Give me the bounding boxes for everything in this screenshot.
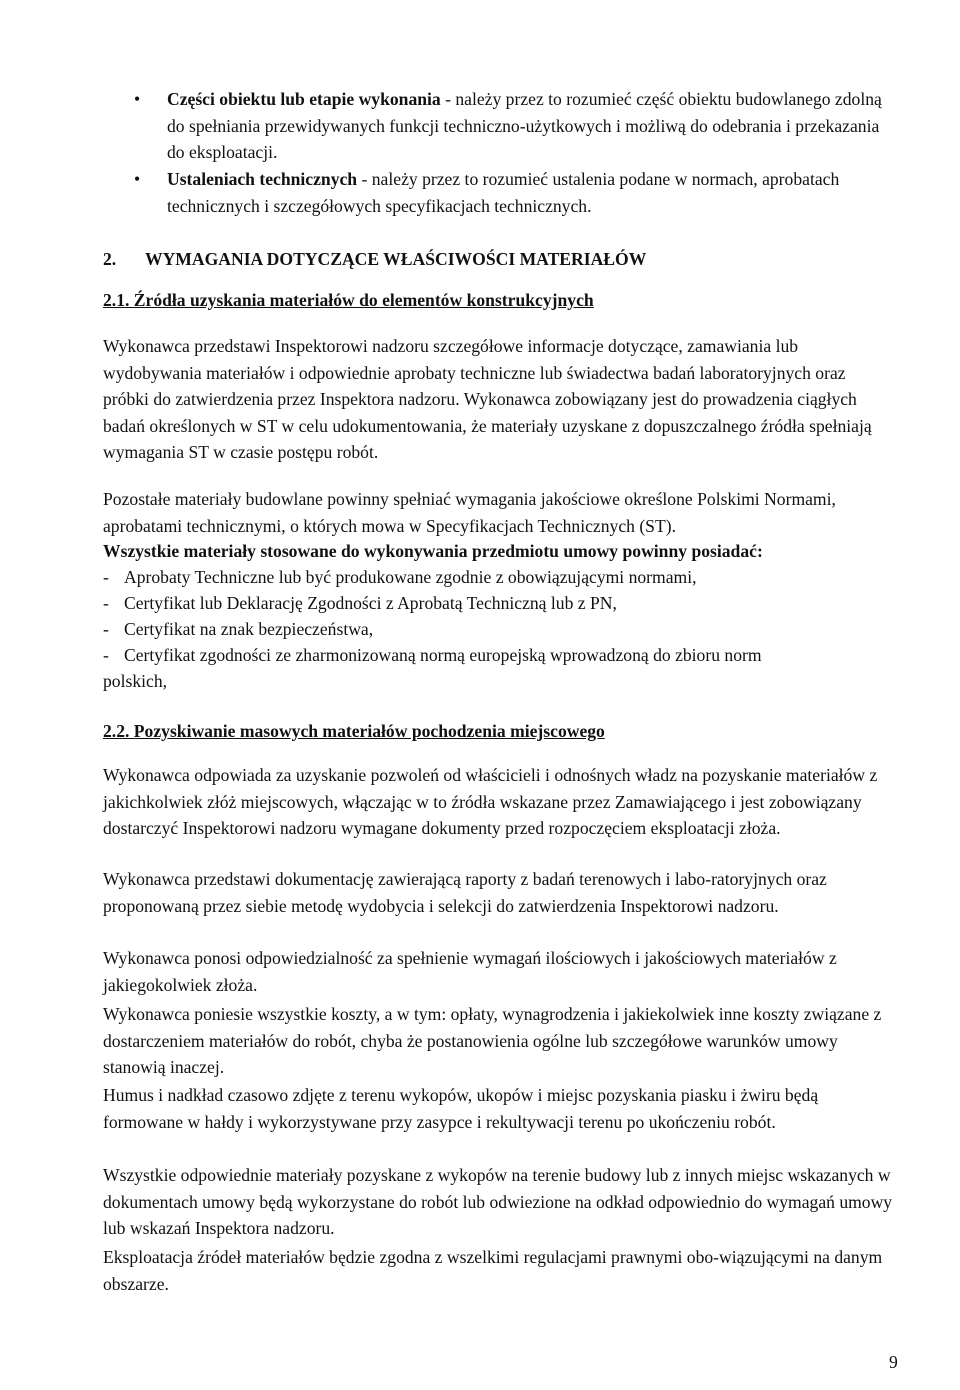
paragraph: Wykonawca przedstawi Inspektorowi nadzoru szczegółowe informacje dotyczące, zamawiania lub wydobywania materiałów i odpowiednie aprobaty techniczne lub świadectwa badań laboratoryjnych oraz próbki do zatwierdzenia przez Inspektora nadzoru. Wykonawca zobowiązany jest do prowadzenia ciągłych badań określonych w ST w celu udokumentowania, że materiały uzyskane z dopuszczalnego źródła spełniają wymagania ST w czasie postępu robót. bbox=[103, 336, 872, 462]
page-number: 9 bbox=[889, 1352, 898, 1372]
bullet-icon: • bbox=[134, 169, 141, 189]
bold-statement: Wszystkie materiały stosowane do wykonywania przedmiotu umowy powinny posiadać: bbox=[103, 541, 763, 561]
bullet-term: Części obiektu lub etapie wykonania bbox=[167, 89, 441, 109]
bullet-text: - należy przez to rozumieć ustalenia podane w normach, aprobatach technicznych i szczegółowych specyfikacjach technicznych. bbox=[167, 169, 840, 216]
paragraph: Wykonawca przedstawi dokumentację zawierającą raporty z badań terenowych i labo-ratoryjnych oraz proponowaną przez siebie metodę wydobycia i selekcji do zatwierdzenia Inspektorowi nadzoru. bbox=[103, 869, 827, 916]
paragraph: Wykonawca poniesie wszystkie koszty, a w tym: opłaty, wynagrodzenia i jakiekolwiek inne koszty związane z dostarczeniem materiałów do robót, chyba że postanowienia ogólne lub szczegółowe warunków umowy stanowią inaczej. bbox=[103, 1004, 882, 1077]
bullet-term: Ustaleniach technicznych bbox=[167, 169, 358, 189]
paragraph: Wykonawca ponosi odpowiedzialność za spełnienie wymagań ilościowych i jakościowych materiałów z jakiegokolwiek złoża. bbox=[103, 948, 837, 995]
paragraph: Wszystkie odpowiednie materiały pozyskane z wykopów na terenie budowy lub z innych miejsc wskazanych w dokumentach umowy będą wykorzystane do robót lub odwiezione na odkład odpowiednio do wymagań umowy lub wskazań Inspektora nadzoru. bbox=[103, 1165, 893, 1238]
subsection-heading: 2.2. Pozyskiwanie masowych materiałów pochodzenia miejscowego bbox=[103, 721, 605, 741]
bullet-item bbox=[167, 166, 883, 219]
section-number: 2. bbox=[103, 249, 117, 269]
bullet-text: - należy przez to rozumieć część obiektu budowlanego zdolną do spełniania przewidywanych funkcji techniczno-użytkowych i możliwą do odebrania i przekazania do eksploatacji. bbox=[167, 89, 882, 162]
section-heading bbox=[103, 246, 646, 273]
paragraph: Humus i nadkład czasowo zdjęte z terenu wykopów, ukopów i miejsc pozyskania piasku i żwiru będą formowane w hałdy i wykorzystywane przy zasypce i rekultywacji terenu po ukończeniu robót. bbox=[103, 1085, 819, 1132]
bullet-icon: • bbox=[134, 89, 141, 109]
list-item-continuation: polskich, bbox=[103, 671, 168, 691]
subsection-heading: 2.1. Źródła uzyskania materiałów do elementów konstrukcyjnych bbox=[103, 290, 594, 310]
list-item: - Certyfikat na znak bezpieczeństwa, bbox=[103, 619, 374, 639]
paragraph: Eksploatacja źródeł materiałów będzie zgodna z wszelkimi regulacjami prawnymi obo-wiązującymi na danym obszarze. bbox=[103, 1247, 883, 1294]
list-item: - Certyfikat zgodności ze zharmonizowaną normą europejską wprowadzoną do zbioru norm bbox=[103, 645, 762, 665]
list-item: - Certyfikat lub Deklarację Zgodności z Aprobatą Techniczną lub z PN, bbox=[103, 593, 617, 613]
section-title: WYMAGANIA DOTYCZĄCE WŁAŚCIWOŚCI MATERIAŁÓW bbox=[145, 249, 647, 269]
paragraph: Pozostałe materiały budowlane powinny spełniać wymagania jakościowe określone Polskimi Normami, aprobatami technicznymi, o których mowa w Specyfikacjach Technicznych (ST). bbox=[103, 489, 836, 536]
bullet-item bbox=[167, 86, 883, 166]
list-item: - Aprobaty Techniczne lub być produkowane zgodnie z obowiązującymi normami, bbox=[103, 567, 697, 587]
paragraph: Wykonawca odpowiada za uzyskanie pozwoleń od właścicieli i odnośnych władz na pozyskanie materiałów z jakichkolwiek złóż miejscowych, włączając w to źródła wskazane przez Zamawiającego i jest zobowiązany dostarczyć Inspektorowi nadzoru wymagane dokumenty przed rozpoczęciem eksploatacji złoża. bbox=[103, 765, 878, 838]
